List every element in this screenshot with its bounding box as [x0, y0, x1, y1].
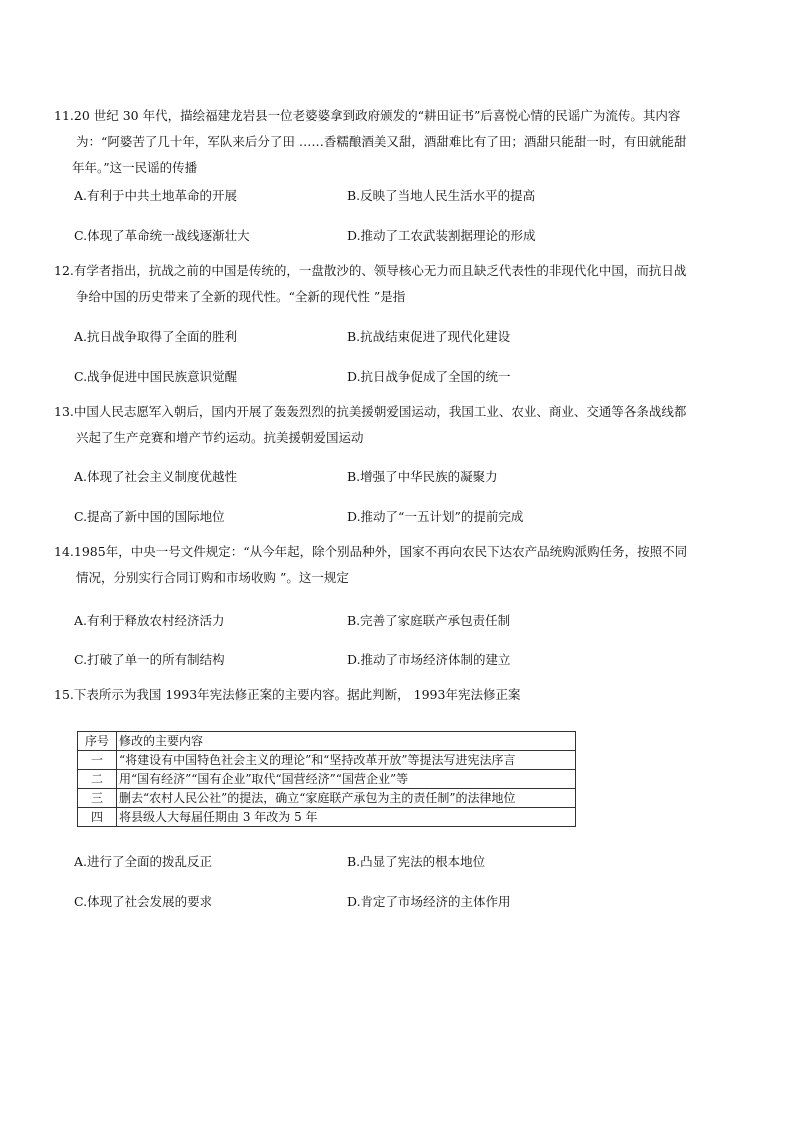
question-12-option-a[interactable]: A.抗日战争取得了全面的胜利: [74, 329, 238, 344]
table-header-number: 序号: [78, 732, 117, 751]
question-14-line-2: 情况，分别实行合同订购和市场收购 ”。这一规定: [76, 570, 349, 585]
question-12-option-b[interactable]: B.抗战结束促进了现代化建设: [347, 329, 511, 344]
question-11-stem: [54, 103, 744, 181]
question-11-option-d[interactable]: D.推动了工农武装割据理论的形成: [347, 228, 536, 243]
table-cell-content: 将县级人大每届任期由 3 年改为 5 年: [117, 808, 576, 827]
table-cell-number: 三: [78, 789, 117, 808]
table-header-content: 修改的主要内容: [117, 732, 576, 751]
table-row: [78, 751, 576, 770]
question-14-option-a[interactable]: A.有利于释放农村经济活力: [74, 613, 225, 628]
question-15-line-1: 15.下表所示为我国 1993年宪法修正案的主要内容。据此判断， 1993年宪法修正案: [54, 687, 521, 702]
question-12-line-2: 争给中国的历史带来了全新的现代性。“全新的现代性 ”是指: [76, 289, 406, 304]
question-15-option-d[interactable]: D.肯定了市场经济的主体作用: [347, 894, 511, 909]
table-cell-number: 二: [78, 770, 117, 789]
question-13-line-1: 13.中国人民志愿军入朝后，国内开展了轰轰烈烈的抗美援朝爱国运动，我国工业、农业、商业、交通等各条战线都: [54, 404, 687, 419]
question-12-option-c[interactable]: C.战争促进中国民族意识觉醒: [74, 369, 238, 384]
question-13-option-d[interactable]: D.推动了“一五计划”的提前完成: [347, 509, 524, 524]
table-row: [78, 789, 576, 808]
table-header-row: [78, 732, 576, 751]
table-cell-content: “将建设有中国特色社会主义的理论”和“坚持改革开放”等提法写进宪法序言: [117, 751, 576, 770]
table-row: [78, 770, 576, 789]
question-12-line-1: 12.有学者指出，抗战之前的中国是传统的，一盘散沙的、领导核心无力而且缺乏代表性的非现代化中国，而抗日战: [54, 263, 687, 278]
question-14-stem: [54, 539, 744, 591]
table-cell-content: 删去“农村人民公社”的提法，确立“家庭联产承包为主的责任制”的法律地位: [117, 789, 576, 808]
question-13-option-a[interactable]: A.体现了社会主义制度优越性: [74, 469, 238, 484]
question-13-option-b[interactable]: B.增强了中华民族的凝聚力: [347, 469, 498, 484]
question-14-option-b[interactable]: B.完善了家庭联产承包责任制: [347, 613, 511, 628]
question-11-option-b[interactable]: B.反映了当地人民生活水平的提高: [347, 188, 536, 203]
question-11-option-c[interactable]: C.体现了革命统一战线逐渐壮大: [74, 228, 250, 243]
question-13-line-2: 兴起了生产竞赛和增产节约运动。抗美援朝爱国运动: [76, 430, 364, 445]
table-row: [78, 808, 576, 827]
table-cell-content: 用“国有经济”“国有企业”取代“国营经济”“国营企业”等: [117, 770, 576, 789]
question-14-option-c[interactable]: C.打破了单一的所有制结构: [74, 652, 225, 667]
question-15-option-b[interactable]: B.凸显了宪法的根本地位: [347, 854, 486, 869]
amendment-table: [77, 731, 576, 827]
question-11-line-1: 11.20 世纪 30 年代，描绘福建龙岩县一位老婆婆拿到政府颁发的“耕田证书”后喜悦心情的民谣广为流传。其内容: [54, 108, 681, 123]
question-11-line-2: 为：“阿婆苦了几十年，军队来后分了田 ……香糯酿酒美又甜，酒甜难比有了田；酒甜只能甜一时，有田就能甜: [76, 134, 687, 149]
question-11-option-a[interactable]: A.有利于中共土地革命的开展: [74, 188, 238, 203]
table-cell-number: 四: [78, 808, 117, 827]
question-12-stem: [54, 258, 744, 310]
question-15-option-c[interactable]: C.体现了社会发展的要求: [74, 894, 213, 909]
question-12-option-d[interactable]: D.抗日战争促成了全国的统一: [347, 369, 511, 384]
question-15-stem: [54, 682, 744, 708]
question-15-option-a[interactable]: A.进行了全面的拨乱反正: [74, 854, 213, 869]
question-13-stem: [54, 399, 744, 451]
question-11-line-3: 年年。”这一民谣的传播: [72, 160, 198, 175]
table-cell-number: 一: [78, 751, 117, 770]
question-14-option-d[interactable]: D.推动了市场经济体制的建立: [347, 652, 511, 667]
question-14-line-1: 14.1985年，中央一号文件规定：“从今年起，除个别品种外，国家不再向农民下达农产品统购派购任务，按照不同: [54, 544, 688, 559]
question-13-option-c[interactable]: C.提高了新中国的国际地位: [74, 509, 225, 524]
